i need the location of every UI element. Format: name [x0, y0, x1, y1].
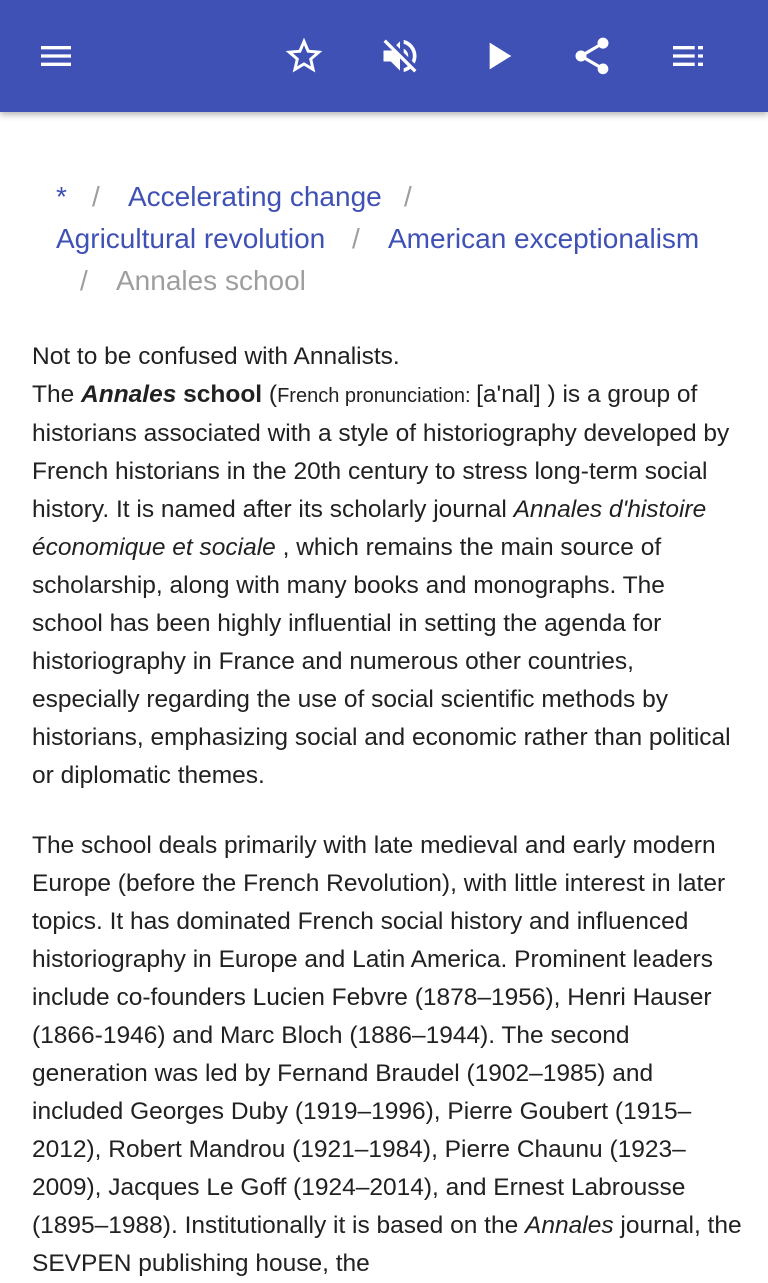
- breadcrumb-current: Annales school: [116, 265, 306, 296]
- play-icon[interactable]: [470, 28, 526, 84]
- share-icon[interactable]: [564, 28, 620, 84]
- menu-icon[interactable]: [28, 28, 84, 84]
- article-body: [32, 338, 742, 1283]
- breadcrumb-separator: /: [92, 181, 100, 212]
- body-paragraph: The school deals primarily with late medieval and early modern Europe (before the French Revolution), with little interest in later topics. It has dominated French social history and influenced historiography in Europe and Latin America. Prominent leaders include co-founders Lucien Febvre (1878–1956), Henri Hauser (1866-1946) and Marc Bloch (1886–1944). The second generation was led by Fernand Braudel (1902–1985) and included Georges Duby (1919–1996), Pierre Goubert (1915–2012), Robert Mandrou (1921–1984), Pierre Chaunu (1923–2009), Jacques Le Goff (1924–2014), and Ernest Labrousse (1895–1988). Institutionally it is based on the Annales journal, the SEVPEN publishing house, the: [32, 832, 742, 1277]
- hatnote: Not to be confused with Annalists.: [32, 343, 400, 370]
- breadcrumb-separator: /: [80, 265, 88, 296]
- breadcrumb-item-agricultural-revolution[interactable]: Agricultural revolution: [56, 223, 326, 254]
- school-term: school: [176, 381, 263, 408]
- breadcrumb: [56, 176, 736, 302]
- star-icon[interactable]: [276, 28, 332, 84]
- journal-title: Annales d'histoire économique et sociale: [32, 496, 707, 561]
- breadcrumb-separator: /: [404, 181, 412, 212]
- app-toolbar: [0, 0, 768, 112]
- breadcrumb-item-american-exceptionalism[interactable]: American exceptionalism: [388, 223, 700, 254]
- breadcrumb-item-home[interactable]: *: [56, 181, 67, 212]
- playlist-icon[interactable]: [660, 28, 716, 84]
- pronunciation-ipa[interactable]: [a'nal]: [476, 381, 548, 408]
- annales-term: Annales: [81, 381, 177, 408]
- intro-paragraph: The Annales school (French pronunciation: [a'nal] ) is a group of historians associated with a style of historiography developed by French historians in the 20th century to stress long-term social history. It is named after its scholarly journal Annales d'histoire économique et sociale , which remains the main source of scholarship, along with many books and monographs. The school has been highly influential in setting the agenda for historiography in France and numerous other countries, especially regarding the use of social scientific methods by historians, emphasizing social and economic rather than political or diplomatic themes.: [32, 381, 731, 789]
- volume-off-icon[interactable]: [372, 28, 428, 84]
- pronunciation-label[interactable]: French pronunciation:: [277, 385, 477, 407]
- breadcrumb-item-accelerating-change[interactable]: Accelerating change: [128, 181, 382, 212]
- annales-journal: Annales: [525, 1212, 614, 1239]
- breadcrumb-separator: /: [352, 223, 360, 254]
